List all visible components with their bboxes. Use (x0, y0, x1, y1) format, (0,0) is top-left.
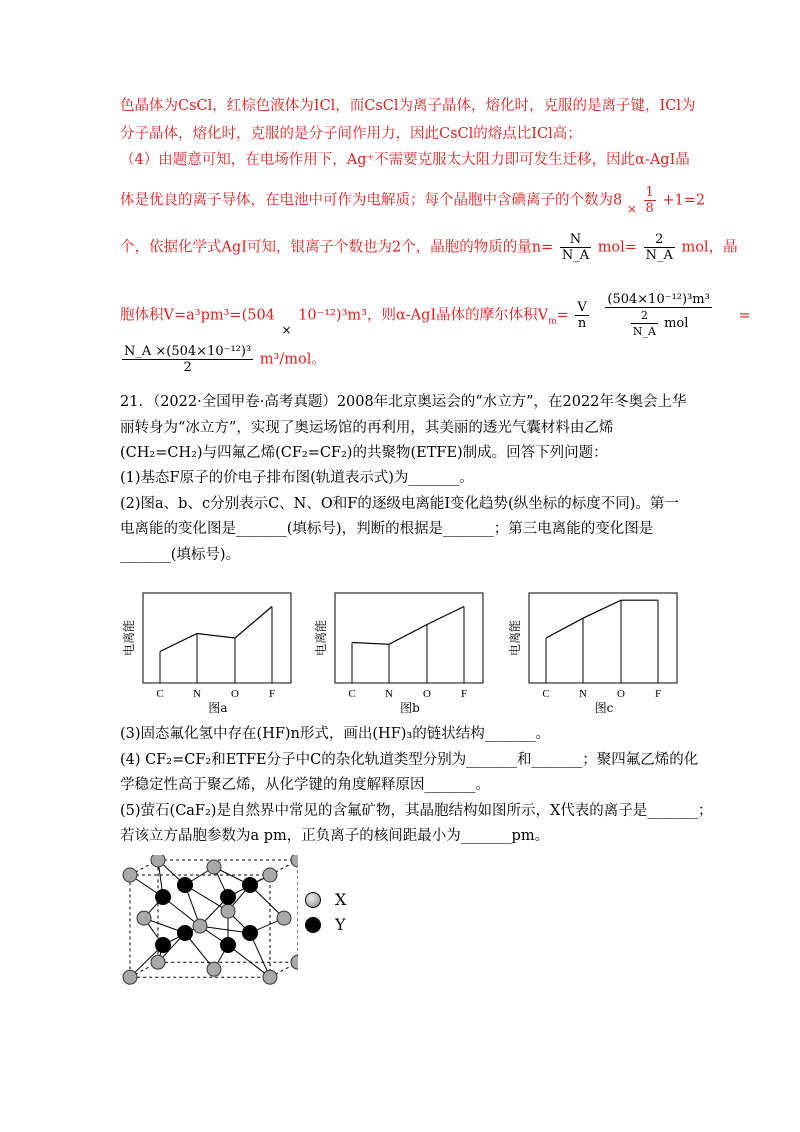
x-ion (137, 911, 151, 925)
y-ion (155, 889, 171, 905)
x-ion (207, 962, 221, 976)
chart-title: 图c (594, 701, 614, 715)
solution-line-5-tail: mol，晶 (681, 239, 738, 256)
solution-line-6 (120, 292, 751, 339)
fraction-molar-volume: (504×10⁻¹²)³m³ $\frac{2}{N\_A}$ mol (607, 292, 710, 338)
x-ion (277, 911, 291, 925)
x-ion (291, 855, 298, 867)
x-ion (207, 860, 221, 874)
y-ion (177, 877, 193, 893)
chart-c-svg (504, 593, 679, 713)
x-ion (123, 970, 137, 984)
legend-x (305, 890, 346, 909)
solution-line-5-mid: mol= (597, 239, 637, 256)
solution-line-6-mid: 10⁻¹²)³m³，则α-AgI晶体的摩尔体积V (298, 307, 549, 324)
tick-O: O (423, 688, 431, 700)
vm-subscript: m (548, 316, 557, 327)
tick-C: C (156, 688, 164, 700)
subquestion-2-line-3: _______(填标号)。 (120, 547, 241, 563)
y-ion (177, 925, 193, 941)
y-axis-label: 电离能 (122, 619, 136, 657)
tick-O: O (617, 688, 625, 700)
x-ion (151, 855, 165, 867)
crystal-svg (118, 855, 298, 990)
chart-a (118, 593, 293, 713)
chart-title: 图a (208, 701, 228, 715)
plot-frame (529, 593, 677, 683)
mol-unit: mol (664, 316, 689, 331)
chart-title: 图b (400, 701, 420, 715)
y-ion (242, 925, 258, 941)
tick-F: F (460, 688, 468, 700)
y-ion (155, 937, 171, 953)
solution-line-4 (120, 185, 705, 216)
plot-frame (335, 593, 483, 683)
solution-line-2: 分子晶体，熔化时，克服的是分子间作用力，因此CsCl的熔点比ICl高； (120, 126, 582, 142)
subquestion-5-line-1: (5)萤石(CaF₂)是自然界中常见的含氟矿物，其晶胞结构如图所示，X代表的离子是_______； (120, 803, 713, 819)
fraction-final: $\frac{\text{N\_A ×(504×10⁻¹²)³}}{2}$ (124, 344, 252, 375)
question-21-line-2: 丽转身为“冰立方”，实现了奥运场馆的再利用，其美丽的透光气囊材料由乙烯 (120, 420, 614, 436)
equals-sign: = (738, 307, 751, 324)
fraction-two-over-na: $\frac{2}{N\_A}$ (645, 232, 673, 263)
legend-y (305, 915, 346, 934)
fraction-n-over-na: $\frac{N}{N\_A}$ (561, 232, 590, 263)
legend-y-dot (305, 917, 321, 933)
subquestion-5-line-2: 若该立方晶胞参数为a pm，正负离子的核间距最小为_______pm。 (120, 828, 550, 844)
series-line (160, 607, 272, 652)
solution-line-7-unit: m³/mol。 (259, 351, 326, 368)
series-line (546, 600, 658, 638)
plot-frame (143, 593, 291, 683)
legend-x-label: X (335, 890, 347, 909)
tick-N: N (193, 688, 201, 700)
tick-F: F (654, 688, 662, 700)
y-ion (242, 877, 258, 893)
subquestion-1: (1)基态F原子的价电子排布图(轨道表示式)为_______。 (120, 470, 474, 486)
times-symbol-2: × (281, 322, 292, 337)
x-ion (151, 955, 165, 969)
solution-line-4-tail: +1=2 (662, 192, 706, 209)
y-axis-label: 电离能 (314, 619, 328, 657)
chart-c (504, 593, 679, 713)
chart-b (310, 593, 485, 713)
tick-N: N (579, 688, 587, 700)
tick-N: N (385, 688, 393, 700)
legend-y-label: Y (335, 915, 346, 934)
solution-line-6-text: 胞体积V=a³pm³=(504 (120, 307, 275, 324)
x-ion (193, 919, 207, 933)
fraction-v-over-n: $\frac{V}{n}$ (577, 300, 587, 331)
subquestion-3: (3)固态氟化氢中存在(HF)n形式，画出(HF)₃的链状结构_______。 (120, 726, 550, 742)
tick-C: C (348, 688, 356, 700)
fraction-one-eighth: $\frac{1}{8}$ (645, 185, 654, 216)
x-ion (123, 868, 137, 882)
solution-line-1: 色晶体为CsCl，红棕色液体为ICl，而CsCl为离子晶体，熔化时，克服的是离子键，ICl为 (120, 98, 696, 114)
solution-line-7 (120, 344, 326, 375)
solution-line-4-text: 体是优良的离子导体，在电池中可作为电解质；每个晶胞中含碘离子的个数为8 (120, 192, 623, 209)
series-line (352, 607, 464, 645)
tick-C: C (542, 688, 550, 700)
subquestion-2-line-2: 电离能的变化图是_______(填标号)，判断的根据是_______；第三电离能的变化图是 (120, 521, 654, 537)
y-axis-label: 电离能 (508, 619, 522, 657)
question-21-line-3: (CH₂=CH₂)与四氟乙烯(CF₂=CF₂)的共聚物(ETFE)制成。回答下列问题： (120, 445, 608, 461)
x-ion (291, 955, 298, 969)
tick-F: F (268, 688, 276, 700)
solution-line-6-eq: = (556, 307, 569, 324)
x-ion (263, 970, 277, 984)
x-ion (263, 868, 277, 882)
subquestion-4-line-2: 学稳定性高于聚乙烯，从化学键的角度解释原因_______。 (120, 777, 490, 793)
legend-x-dot (305, 892, 321, 908)
fraction-two-over-na-mol: $\frac{2}{N\_A}$ (632, 309, 656, 338)
tick-O: O (231, 688, 239, 700)
solution-line-5 (120, 232, 738, 263)
times-symbol: × (626, 201, 637, 216)
solution-line-3: （4）由题意可知，在电场作用下，Ag⁺不需要克服太大阻力即可发生迁移，因此α-AgI晶 (120, 152, 690, 168)
fluorite-unit-cell-diagram (118, 855, 298, 994)
chart-b-svg (310, 593, 485, 713)
subquestion-2-line-1: (2)图a、b、c分别表示C、N、O和F的逐级电离能Ⅰ变化趋势(纵坐标的标度不同)。第一 (120, 496, 679, 512)
solution-line-5-text: 个，依据化学式AgI可知，银离子个数也为2个，晶胞的物质的量n= (120, 239, 554, 256)
subquestion-4-line-1: (4) CF₂=CF₂和ETFE分子中C的杂化轨道类型分别为_______和_______；聚四氟乙烯的化 (120, 752, 699, 768)
question-21-line-1: 21．（2022·全国甲卷·高考真题）2008年北京奥运会的“水立方”，在2022年冬奥会上华 (120, 394, 687, 410)
chart-a-svg (118, 593, 293, 713)
y-ion (220, 889, 236, 905)
y-ion (220, 937, 236, 953)
x-ion (221, 904, 235, 918)
